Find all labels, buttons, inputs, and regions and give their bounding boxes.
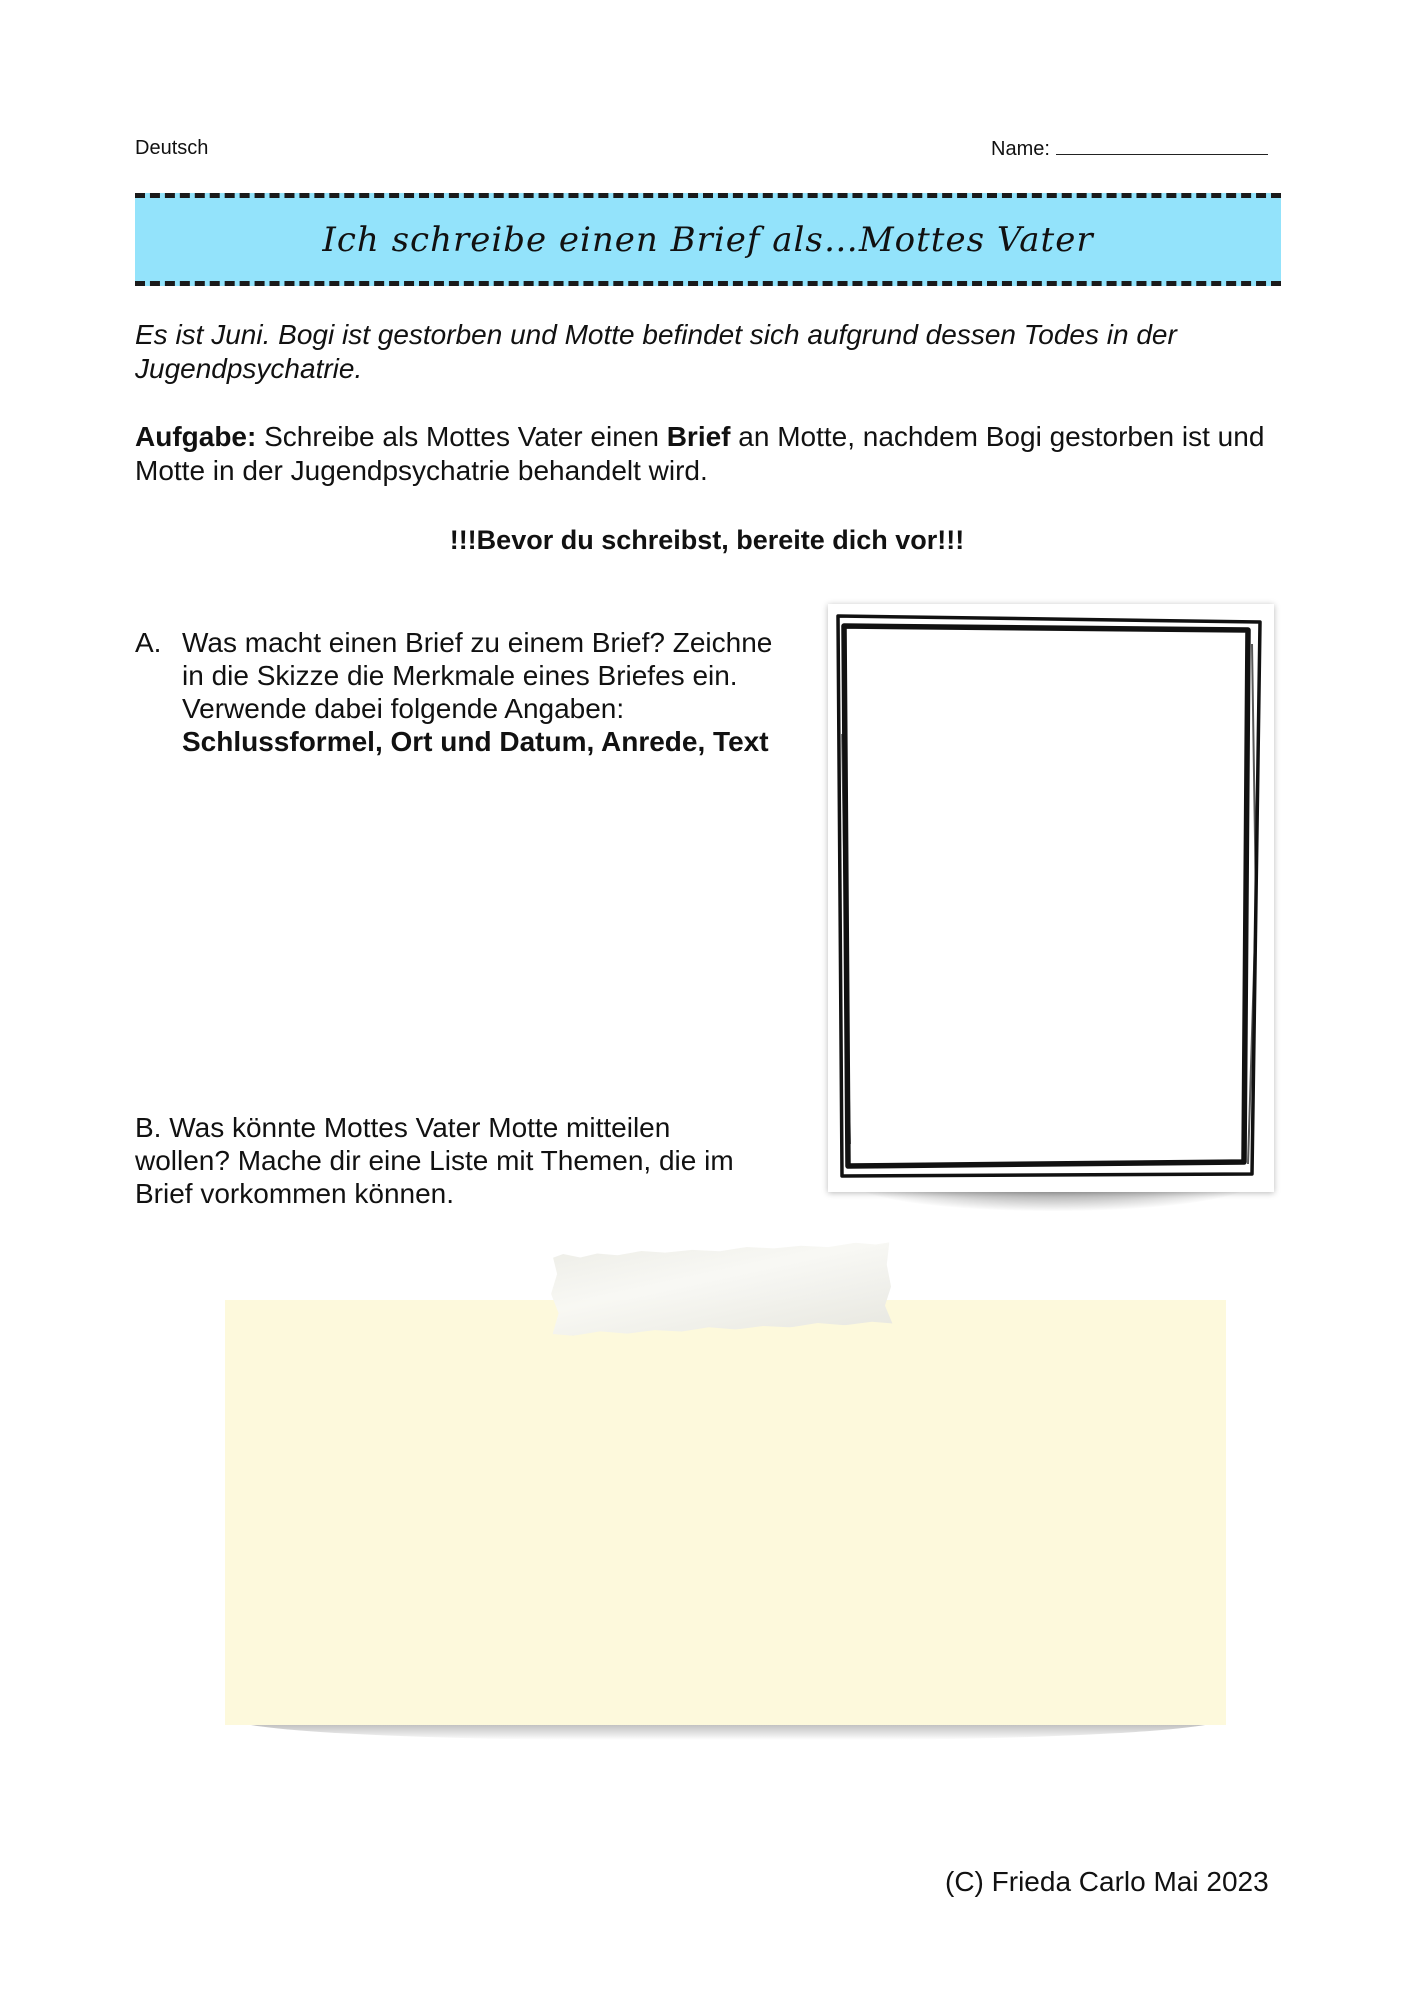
name-field xyxy=(991,137,1268,161)
question-b-text: B. Was könnte Mottes Vater Motte mitteilen wollen? Mache dir eine Liste mit Themen, die im Brief vorkommen können. xyxy=(135,1112,734,1209)
name-blank-line[interactable] xyxy=(1056,137,1268,155)
task-label: Aufgabe: xyxy=(135,421,257,452)
task-text-part2: an Motte, nachdem Bogi gestorben ist und Motte in der Jugendpsychatrie behandelt wird. xyxy=(135,421,1265,486)
task-bold-word: Brief xyxy=(666,421,731,452)
sketch-frame-icon xyxy=(828,604,1274,1192)
copyright-footer: (C) Frieda Carlo Mai 2023 xyxy=(945,1866,1269,1897)
prepare-warning: !!!Bevor du schreibst, bereite dich vor!!! xyxy=(449,525,965,555)
question-a-letter: A. xyxy=(135,627,162,658)
question-a xyxy=(135,626,795,758)
task-text-part1: Schreibe als Mottes Vater einen xyxy=(256,421,667,452)
question-a-text: Was macht einen Brief zu einem Brief? Zeichne in die Skizze die Merkmale eines Briefes ein. Verwende dabei folgende Angaben: xyxy=(182,627,773,724)
question-a-terms: Schlussformel, Ort und Datum, Anrede, Text xyxy=(182,726,769,757)
worksheet-title: Ich schreibe einen Brief als…Mottes Vater xyxy=(322,219,1094,260)
task-paragraph xyxy=(135,420,1285,488)
name-label: Name: xyxy=(991,138,1050,160)
subject-label: Deutsch xyxy=(135,137,209,159)
sticky-note-list-area[interactable] xyxy=(225,1300,1226,1725)
letter-sketch-area[interactable] xyxy=(828,604,1274,1192)
tape-strip xyxy=(550,1242,893,1337)
title-banner xyxy=(135,193,1281,286)
intro-text: Es ist Juni. Bogi ist gestorben und Motte befindet sich aufgrund dessen Todes in der Jugendpsychatrie. xyxy=(135,319,1177,384)
